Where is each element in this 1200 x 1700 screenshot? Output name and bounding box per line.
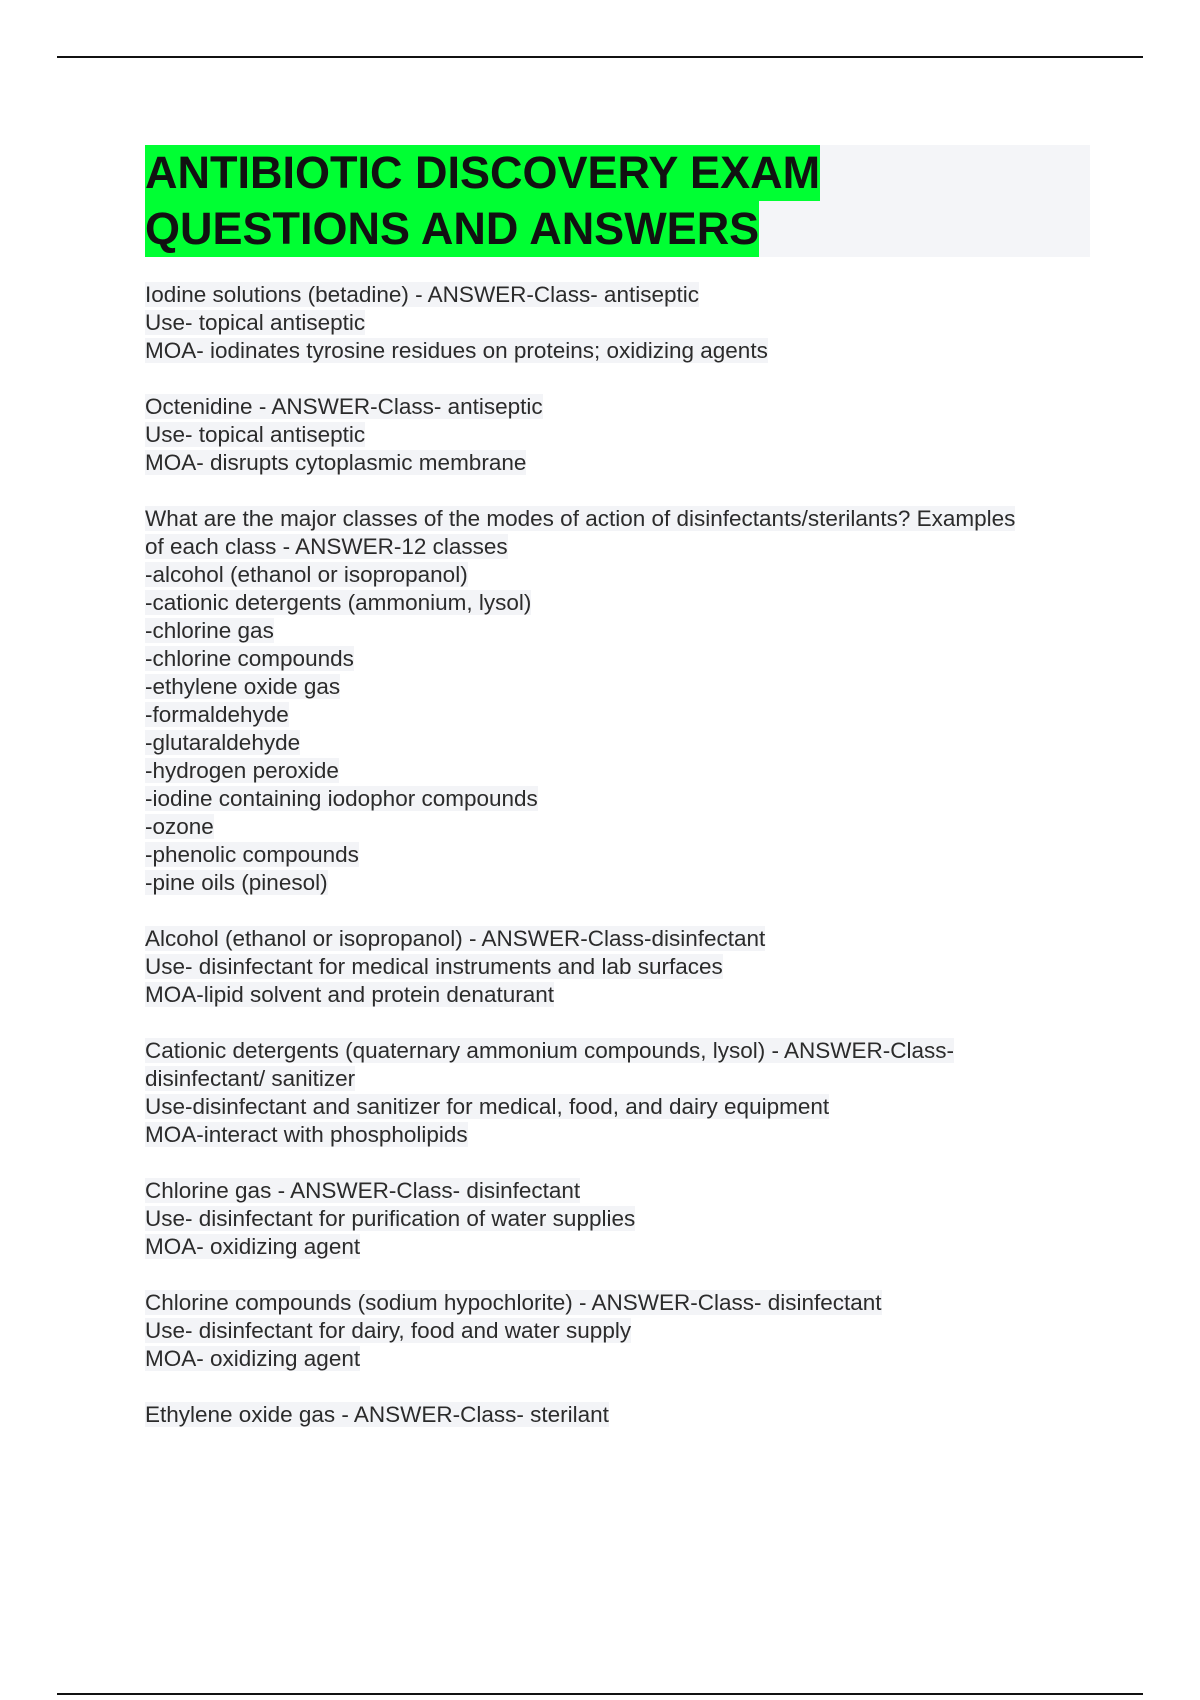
- qa-line-text: Alcohol (ethanol or isopropanol) - ANSWER-Class-disinfectant: [145, 926, 766, 951]
- qa-line-text: -chlorine gas: [145, 618, 274, 643]
- qa-line-text: Octenidine - ANSWER-Class- antiseptic: [145, 394, 543, 419]
- qa-line-text: Use-disinfectant and sanitizer for medical, food, and dairy equipment: [145, 1094, 830, 1119]
- qa-line-text: Chlorine compounds (sodium hypochlorite) - ANSWER-Class- disinfectant: [145, 1290, 882, 1315]
- qa-entry: [145, 505, 1090, 897]
- qa-answer-line: [145, 337, 1090, 365]
- qa-question-line: [145, 925, 1090, 953]
- qa-line-text: What are the major classes of the modes of action of disinfectants/sterilants? Examples: [145, 506, 1016, 531]
- document-body: [145, 145, 1090, 1457]
- qa-line-text: -iodine containing iodophor compounds: [145, 786, 538, 811]
- qa-answer-line: [145, 645, 1090, 673]
- qa-line-text: Chlorine gas - ANSWER-Class- disinfectant: [145, 1178, 581, 1203]
- qa-answer-line: [145, 813, 1090, 841]
- qa-line-text: Use- topical antiseptic: [145, 310, 366, 335]
- qa-answer-line: [145, 309, 1090, 337]
- qa-line-text: -hydrogen peroxide: [145, 758, 339, 783]
- qa-line-text: Use- disinfectant for purification of water supplies: [145, 1206, 636, 1231]
- qa-entry: [145, 1037, 1090, 1149]
- qa-line-text: -cationic detergents (ammonium, lysol): [145, 590, 532, 615]
- qa-question-line: [145, 505, 1090, 533]
- qa-line-text: MOA-interact with phospholipids: [145, 1122, 468, 1147]
- qa-question-line: [145, 1289, 1090, 1317]
- qa-question-line: [145, 1177, 1090, 1205]
- qa-question-line: [145, 281, 1090, 309]
- qa-line-text: of each class - ANSWER-12 classes: [145, 534, 508, 559]
- header-rule: [57, 56, 1143, 58]
- qa-line-text: Use- disinfectant for dairy, food and water supply: [145, 1318, 632, 1343]
- qa-entry: [145, 393, 1090, 477]
- qa-line-text: MOA- oxidizing agent: [145, 1234, 361, 1259]
- qa-line-text: -pine oils (pinesol): [145, 870, 328, 895]
- qa-line-text: Use- topical antiseptic: [145, 422, 366, 447]
- qa-line-text: -phenolic compounds: [145, 842, 359, 867]
- qa-answer-line: [145, 785, 1090, 813]
- qa-line-text: -ozone: [145, 814, 214, 839]
- qa-line-text: Iodine solutions (betadine) - ANSWER-Class- antiseptic: [145, 282, 699, 307]
- qa-line-text: Ethylene oxide gas - ANSWER-Class- sterilant: [145, 1402, 609, 1427]
- qa-entry: [145, 1401, 1090, 1429]
- qa-line-text: -chlorine compounds: [145, 646, 354, 671]
- qa-answer-line: [145, 1205, 1090, 1233]
- qa-line-text: -ethylene oxide gas: [145, 674, 341, 699]
- qa-line-text: -alcohol (ethanol or isopropanol): [145, 562, 468, 587]
- qa-entry: [145, 1177, 1090, 1261]
- footer-rule: [57, 1693, 1143, 1695]
- qa-line-text: Cationic detergents (quaternary ammonium compounds, lysol) - ANSWER-Class-: [145, 1038, 955, 1063]
- qa-answer-line: [145, 701, 1090, 729]
- qa-line-text: MOA- oxidizing agent: [145, 1346, 361, 1371]
- title-line-1: ANTIBIOTIC DISCOVERY EXAM: [145, 145, 820, 201]
- qa-line-text: disinfectant/ sanitizer: [145, 1066, 356, 1091]
- qa-question-line: [145, 393, 1090, 421]
- qa-line-text: -glutaraldehyde: [145, 730, 301, 755]
- qa-answer-line: [145, 757, 1090, 785]
- qa-line-text: -formaldehyde: [145, 702, 289, 727]
- qa-answer-line: [145, 561, 1090, 589]
- qa-answer-line: [145, 953, 1090, 981]
- document-title: [145, 145, 1090, 257]
- qa-answer-line: [145, 1065, 1090, 1093]
- qa-answer-line: [145, 533, 1090, 561]
- qa-answer-line: [145, 673, 1090, 701]
- qa-answer-line: [145, 421, 1090, 449]
- qa-answer-line: [145, 1233, 1090, 1261]
- qa-question-line: [145, 1037, 1090, 1065]
- qa-line-text: MOA- iodinates tyrosine residues on proteins; oxidizing agents: [145, 338, 768, 363]
- qa-answer-line: [145, 1317, 1090, 1345]
- qa-entry: [145, 281, 1090, 365]
- qa-answer-line: [145, 729, 1090, 757]
- qa-line-text: MOA-lipid solvent and protein denaturant: [145, 982, 554, 1007]
- qa-answer-line: [145, 841, 1090, 869]
- title-line-2: QUESTIONS AND ANSWERS: [145, 201, 759, 257]
- qa-line-text: Use- disinfectant for medical instruments and lab surfaces: [145, 954, 723, 979]
- qa-list: [145, 281, 1090, 1429]
- qa-answer-line: [145, 617, 1090, 645]
- qa-answer-line: [145, 449, 1090, 477]
- qa-answer-line: [145, 981, 1090, 1009]
- qa-line-text: MOA- disrupts cytoplasmic membrane: [145, 450, 527, 475]
- qa-question-line: [145, 1401, 1090, 1429]
- qa-answer-line: [145, 1121, 1090, 1149]
- qa-entry: [145, 925, 1090, 1009]
- qa-answer-line: [145, 1345, 1090, 1373]
- qa-entry: [145, 1289, 1090, 1373]
- qa-answer-line: [145, 1093, 1090, 1121]
- qa-answer-line: [145, 869, 1090, 897]
- qa-answer-line: [145, 589, 1090, 617]
